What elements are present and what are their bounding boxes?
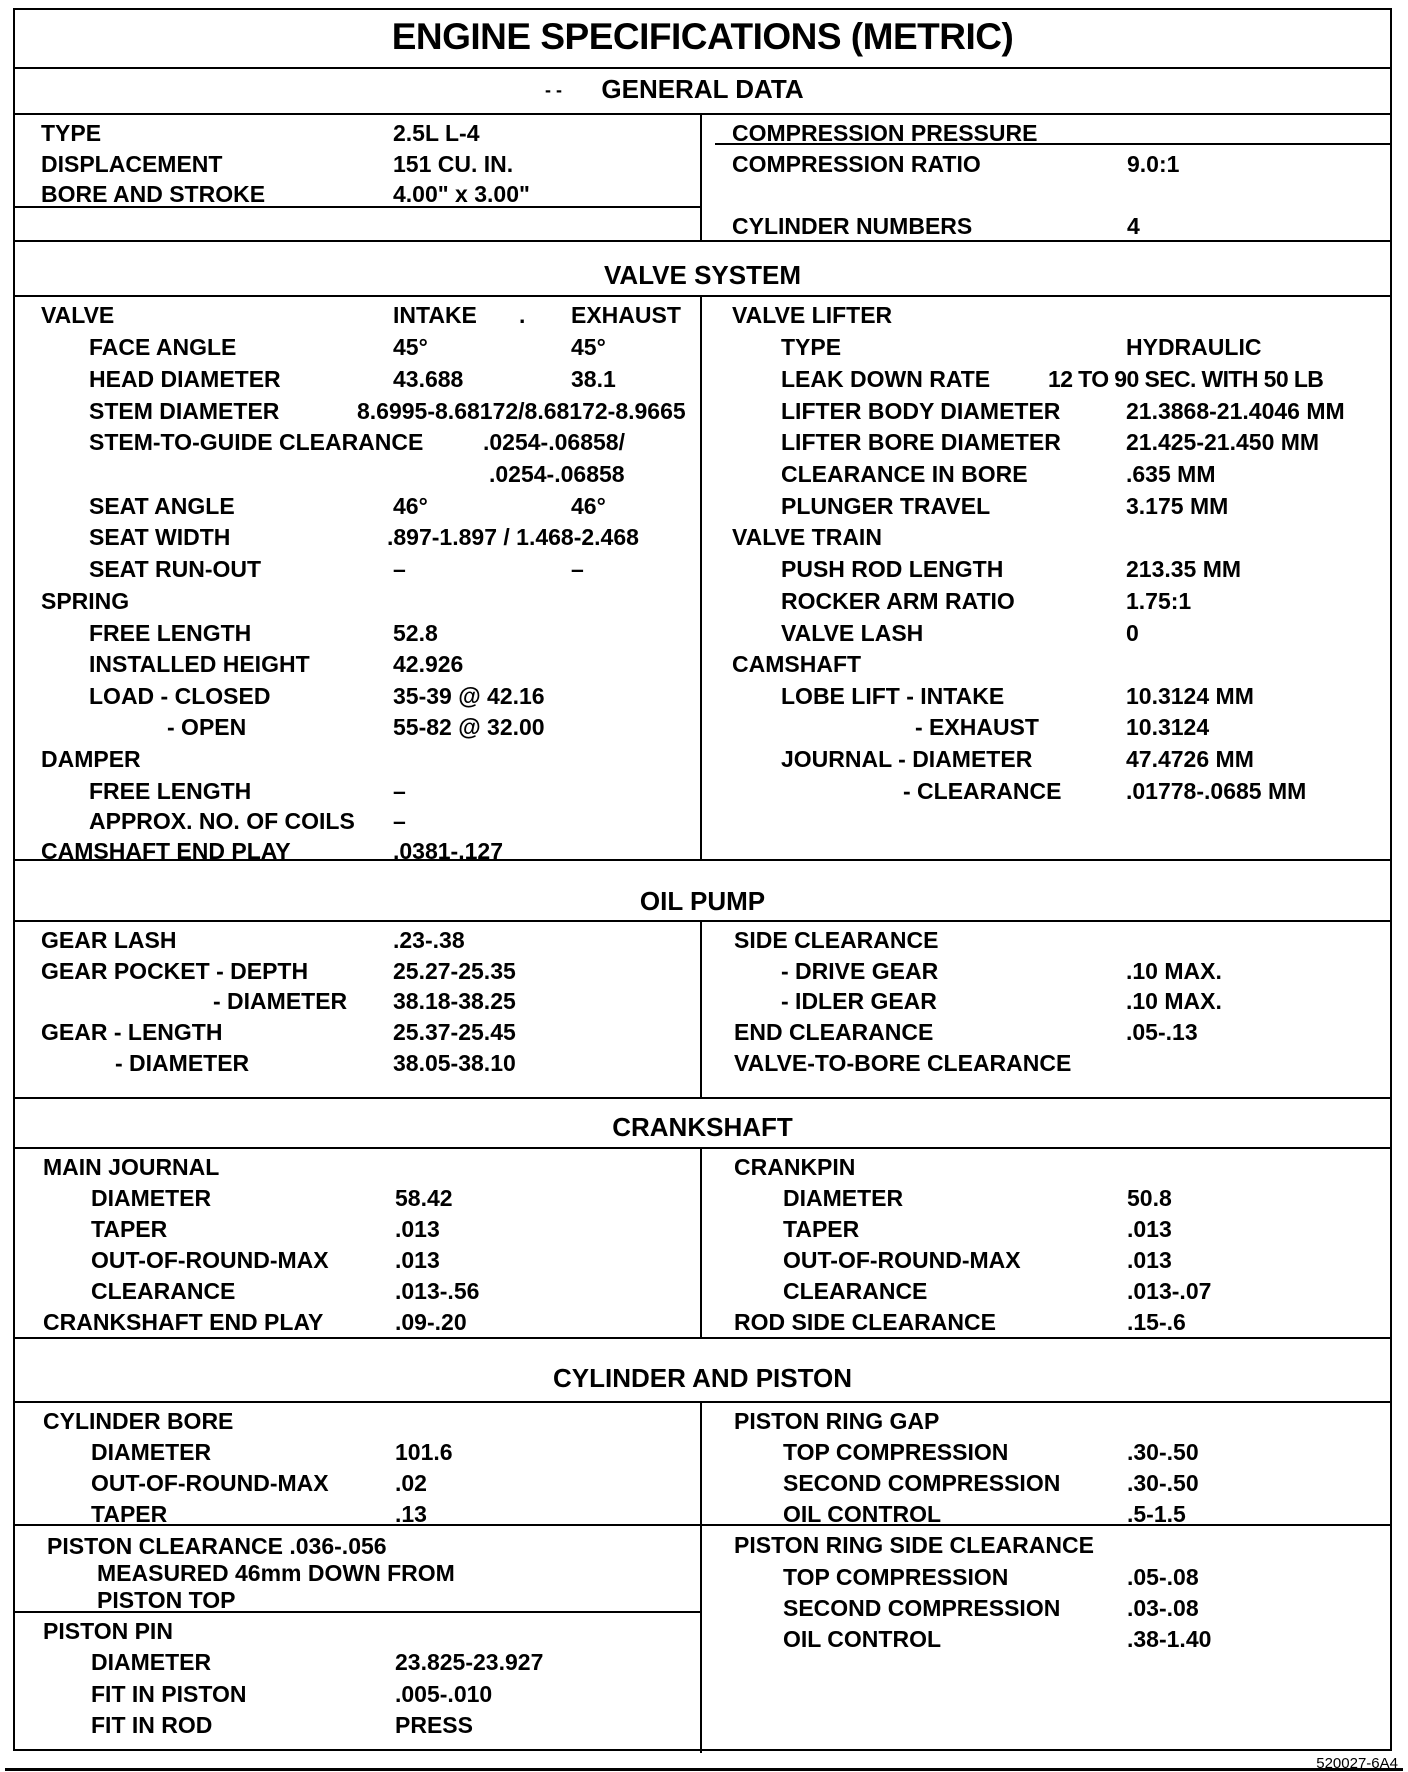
stem-guide-value-1: .0254-.06858/: [483, 429, 625, 455]
lash-label: VALVE LASH: [781, 620, 924, 646]
main-oor-label: OUT-OF-ROUND-MAX: [91, 1247, 329, 1273]
gap-oil-label: OIL CONTROL: [783, 1501, 942, 1527]
displacement-value: 151 CU. IN.: [393, 151, 514, 177]
coils-label: APPROX. NO. OF COILS: [89, 808, 355, 834]
type-label: TYPE: [41, 120, 102, 146]
damper-free-length-label: FREE LENGTH: [89, 778, 252, 804]
displacement-label: DISPLACEMENT: [41, 151, 223, 177]
gear-lash-value: .23-.38: [393, 927, 465, 953]
piston-clearance-label: PISTON CLEARANCE .036-.056: [47, 1533, 387, 1559]
spring-header: SPRING: [41, 588, 130, 614]
main-clearance-value: .013-.56: [395, 1278, 480, 1304]
installed-height-label: INSTALLED HEIGHT: [89, 651, 310, 677]
clearance-bore-label: CLEARANCE IN BORE: [781, 461, 1028, 487]
stem-guide-label: STEM-TO-GUIDE CLEARANCE: [89, 429, 424, 455]
seat-width-label: SEAT WIDTH: [89, 524, 231, 550]
section-general: GENERAL DATA: [601, 74, 804, 104]
pin-diameter-label: DIAMETER: [783, 1185, 904, 1211]
rod-side-label: ROD SIDE CLEARANCE: [734, 1309, 996, 1335]
side-oil-label: OIL CONTROL: [783, 1626, 942, 1652]
face-angle-intake: 45°: [393, 334, 428, 360]
gap-top-value: .30-.50: [1127, 1439, 1199, 1465]
cyl-numbers-value: 4: [1127, 213, 1140, 239]
pin-oor-label: OUT-OF-ROUND-MAX: [783, 1247, 1021, 1273]
divider: [15, 920, 1390, 922]
cyl-numbers-label: CYLINDER NUMBERS: [732, 213, 973, 239]
pin-diameter-value: 50.8: [1127, 1185, 1172, 1211]
camshaft-header: CAMSHAFT: [732, 651, 862, 677]
idler-gear-label: - IDLER GEAR: [781, 988, 937, 1014]
divider: [15, 67, 1390, 69]
side-second-value: .03-.08: [1127, 1595, 1199, 1621]
bore-taper-label: TAPER: [91, 1501, 168, 1527]
seat-runout-exhaust: –: [571, 556, 584, 582]
main-diameter-label: DIAMETER: [91, 1185, 212, 1211]
fit-rod-value: PRESS: [395, 1712, 473, 1738]
load-open-label: - OPEN: [167, 714, 247, 740]
type-value: 2.5L L-4: [393, 120, 480, 146]
head-diameter-label: HEAD DIAMETER: [89, 366, 281, 392]
train-header: VALVE TRAIN: [732, 524, 882, 550]
section-valve: VALVE SYSTEM: [604, 260, 801, 290]
damper-free-length-value: –: [393, 778, 406, 804]
face-angle-exhaust: 45°: [571, 334, 606, 360]
divider: [700, 295, 702, 859]
main-clearance-label: CLEARANCE: [91, 1278, 236, 1304]
divider: [15, 295, 1390, 297]
pin-clearance-label: CLEARANCE: [783, 1278, 928, 1304]
head-diameter-intake: 43.688: [393, 366, 464, 392]
pin-diameter-label: DIAMETER: [91, 1649, 212, 1675]
journal-clearance-label: - CLEARANCE: [903, 778, 1062, 804]
lifter-body-value: 21.3868-21.4046 MM: [1126, 398, 1345, 424]
stem-diameter-value: 8.6995-8.68172/8.68172-8.9665: [357, 398, 686, 424]
journal-diameter-label: JOURNAL - DIAMETER: [781, 746, 1033, 772]
seat-width-value: .897-1.897 / 1.468-2.468: [387, 524, 639, 550]
crank-end-play-label: CRANKSHAFT END PLAY: [43, 1309, 324, 1335]
divider: [700, 113, 702, 240]
seat-angle-label: SEAT ANGLE: [89, 493, 235, 519]
journal-clearance-value: .01778-.0685 MM: [1126, 778, 1307, 804]
lobe-intake-value: 10.3124 MM: [1126, 683, 1254, 709]
plunger-value: 3.175 MM: [1126, 493, 1229, 519]
end-clearance-value: .05-.13: [1126, 1019, 1198, 1045]
journal-diameter-value: 47.4726 MM: [1126, 746, 1254, 772]
gap-second-value: .30-.50: [1127, 1470, 1199, 1496]
ring-gap-header: PISTON RING GAP: [734, 1408, 940, 1434]
fit-piston-label: FIT IN PISTON: [91, 1681, 247, 1707]
gear-length-value: 25.37-25.45: [393, 1019, 516, 1045]
divider: [15, 1097, 1390, 1099]
section-oil: OIL PUMP: [639, 886, 766, 916]
header-dot: .: [519, 302, 526, 328]
gear-diameter-label: - DIAMETER: [115, 1050, 250, 1076]
load-closed-label: LOAD - CLOSED: [89, 683, 271, 709]
lifter-type-label: TYPE: [781, 334, 842, 360]
installed-height-value: 42.926: [393, 651, 464, 677]
lobe-exhaust-label: - EXHAUST: [915, 714, 1039, 740]
leak-down-value: 12 TO 90 SEC. WITH 50 LB: [1048, 366, 1324, 392]
pin-taper-label: TAPER: [783, 1216, 860, 1242]
bore-oor-value: .02: [395, 1470, 427, 1496]
pocket-depth-value: 25.27-25.35: [393, 958, 516, 984]
lobe-exhaust-value: 10.3124: [1126, 714, 1210, 740]
piston-pin-header: PISTON PIN: [43, 1618, 173, 1644]
main-diameter-value: 58.42: [395, 1185, 453, 1211]
bottom-rule: [5, 1768, 1403, 1771]
bore-taper-value: .13: [395, 1501, 427, 1527]
pocket-diameter-label: - DIAMETER: [213, 988, 348, 1014]
clearance-bore-value: .635 MM: [1126, 461, 1216, 487]
lifter-type-value: HYDRAULIC: [1126, 334, 1262, 360]
gear-length-label: GEAR - LENGTH: [41, 1019, 223, 1045]
seat-runout-label: SEAT RUN-OUT: [89, 556, 262, 582]
push-rod-value: 213.35 MM: [1126, 556, 1242, 582]
pin-oor-value: .013: [1127, 1247, 1172, 1273]
rocker-label: ROCKER ARM RATIO: [781, 588, 1015, 614]
gear-lash-label: GEAR LASH: [41, 927, 177, 953]
coils-value: –: [393, 808, 406, 834]
bore-diameter-label: DIAMETER: [91, 1439, 212, 1465]
gap-oil-value: .5-1.5: [1127, 1501, 1186, 1527]
divider: [15, 1147, 1390, 1149]
spec-sheet: [13, 8, 1392, 1751]
comp-ratio-label: COMPRESSION RATIO: [732, 151, 981, 177]
bore-diameter-value: 101.6: [395, 1439, 453, 1465]
rocker-value: 1.75:1: [1126, 588, 1192, 614]
seat-runout-intake: –: [393, 556, 406, 582]
page-title: ENGINE SPECIFICATIONS (METRIC): [391, 16, 1014, 57]
push-rod-label: PUSH ROD LENGTH: [781, 556, 1004, 582]
main-taper-value: .013: [395, 1216, 440, 1242]
face-angle-label: FACE ANGLE: [89, 334, 237, 360]
load-closed-value: 35-39 @ 42.16: [393, 683, 545, 709]
side-second-label: SECOND COMPRESSION: [783, 1595, 1061, 1621]
main-journal-header: MAIN JOURNAL: [43, 1154, 220, 1180]
figure-code: 520027-6A4: [1316, 1755, 1398, 1772]
measured-line-1: MEASURED 46mm DOWN FROM: [97, 1560, 455, 1586]
valve-header: VALVE: [41, 302, 115, 328]
drive-gear-label: - DRIVE GEAR: [781, 958, 939, 984]
cam-end-play-label: CAMSHAFT END PLAY: [41, 838, 291, 864]
divider: [15, 113, 1390, 115]
bore-stroke-label: BORE AND STROKE: [41, 181, 266, 207]
cylinder-bore-header: CYLINDER BORE: [43, 1408, 234, 1434]
head-diameter-exhaust: 38.1: [571, 366, 616, 392]
side-top-value: .05-.08: [1127, 1564, 1199, 1590]
plunger-label: PLUNGER TRAVEL: [781, 493, 991, 519]
gap-second-label: SECOND COMPRESSION: [783, 1470, 1061, 1496]
fit-rod-label: FIT IN ROD: [91, 1712, 213, 1738]
free-length-label: FREE LENGTH: [89, 620, 252, 646]
exhaust-header: EXHAUST: [571, 302, 681, 328]
stem-guide-value-2: .0254-.06858: [489, 461, 625, 487]
idler-gear-value: .10 MAX.: [1126, 988, 1222, 1014]
end-clearance-label: END CLEARANCE: [734, 1019, 934, 1045]
divider: [700, 920, 702, 1097]
lobe-intake-label: LOBE LIFT - INTAKE: [781, 683, 1005, 709]
seat-angle-exhaust: 46°: [571, 493, 606, 519]
cam-end-play-value: .0381-.127: [393, 838, 503, 864]
lifter-bore-label: LIFTER BORE DIAMETER: [781, 429, 1061, 455]
comp-pressure-label: COMPRESSION PRESSURE: [732, 120, 1038, 146]
comp-ratio-value: 9.0:1: [1127, 151, 1180, 177]
bore-stroke-value: 4.00" x 3.00": [393, 181, 530, 207]
crank-end-play-value: .09-.20: [395, 1309, 467, 1335]
ring-side-header: PISTON RING SIDE CLEARANCE: [734, 1532, 1094, 1558]
measured-line-2: PISTON TOP: [97, 1587, 236, 1613]
stray-mark: - -: [545, 80, 562, 100]
side-oil-value: .38-1.40: [1127, 1626, 1212, 1652]
lifter-header: VALVE LIFTER: [732, 302, 893, 328]
leak-down-label: LEAK DOWN RATE: [781, 366, 991, 392]
lifter-bore-value: 21.425-21.450 MM: [1126, 429, 1320, 455]
pin-taper-value: .013: [1127, 1216, 1172, 1242]
gap-top-label: TOP COMPRESSION: [783, 1439, 1009, 1465]
intake-header: INTAKE: [393, 302, 477, 328]
lifter-body-label: LIFTER BODY DIAMETER: [781, 398, 1061, 424]
gear-diameter-value: 38.05-38.10: [393, 1050, 516, 1076]
main-oor-value: .013: [395, 1247, 440, 1273]
side-top-label: TOP COMPRESSION: [783, 1564, 1009, 1590]
pin-diameter-value: 23.825-23.927: [395, 1649, 544, 1675]
bore-oor-label: OUT-OF-ROUND-MAX: [91, 1470, 329, 1496]
lash-value: 0: [1126, 620, 1139, 646]
section-crank: CRANKSHAFT: [612, 1112, 793, 1142]
main-taper-label: TAPER: [91, 1216, 168, 1242]
free-length-value: 52.8: [393, 620, 438, 646]
pocket-diameter-value: 38.18-38.25: [393, 988, 516, 1014]
rod-side-value: .15-.6: [1127, 1309, 1186, 1335]
pin-clearance-value: .013-.07: [1127, 1278, 1212, 1304]
valve-bore-label: VALVE-TO-BORE CLEARANCE: [734, 1050, 1072, 1076]
crankpin-header: CRANKPIN: [734, 1154, 856, 1180]
divider: [15, 1337, 1390, 1339]
stem-diameter-label: STEM DIAMETER: [89, 398, 280, 424]
divider: [15, 1401, 1390, 1403]
drive-gear-value: .10 MAX.: [1126, 958, 1222, 984]
load-open-value: 55-82 @ 32.00: [393, 714, 545, 740]
fit-piston-value: .005-.010: [395, 1681, 493, 1707]
section-cyl: CYLINDER AND PISTON: [552, 1363, 853, 1393]
seat-angle-intake: 46°: [393, 493, 428, 519]
pocket-depth-label: GEAR POCKET - DEPTH: [41, 958, 309, 984]
divider: [700, 1401, 702, 1753]
damper-header: DAMPER: [41, 746, 141, 772]
divider: [15, 240, 1390, 242]
divider: [700, 1147, 702, 1337]
side-clearance-header: SIDE CLEARANCE: [734, 927, 939, 953]
